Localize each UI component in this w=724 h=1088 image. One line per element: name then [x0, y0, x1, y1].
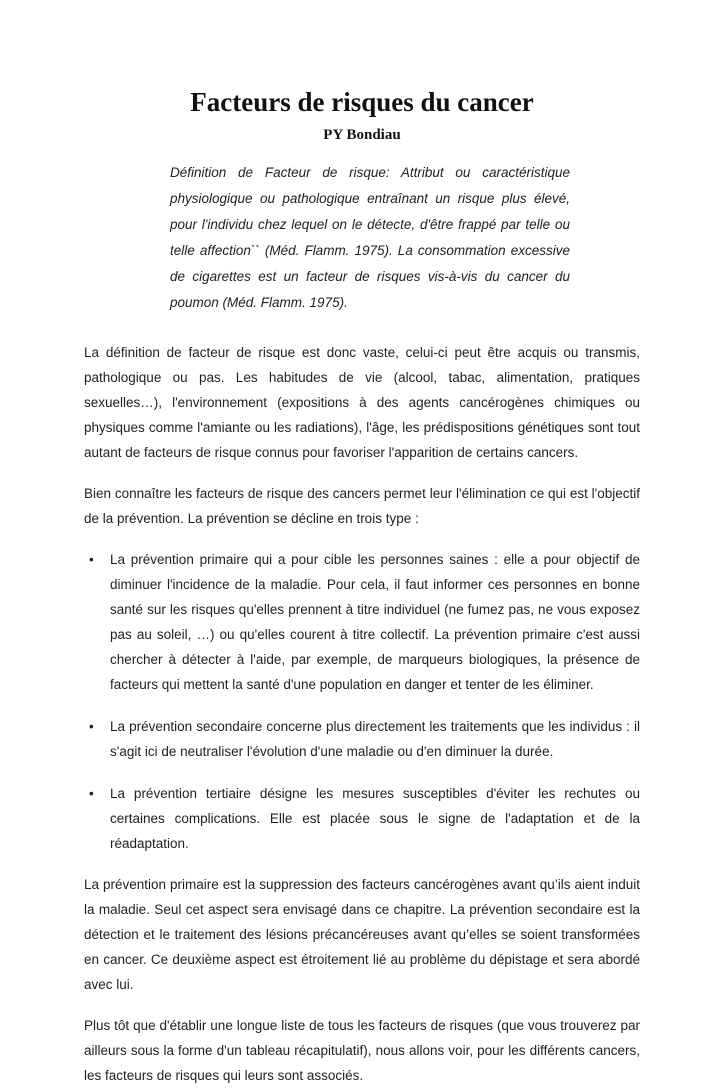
paragraph-conclusion: Plus tôt que d'établir une longue liste de tous les facteurs de risques (que vous trouverez par ailleurs sous la forme d'un tableau récapitulatif), nous allons voir, pour les différents cancers, les facteurs de risques qui leurs sont associés. [84, 1018, 640, 1083]
bullet-icon: • [89, 786, 94, 801]
paragraph-prevention-intro: Bien connaître les facteurs de risque des cancers permet leur l'élimination ce qui est l'objectif de la prévention. La prévention se décline en trois type : [84, 486, 640, 526]
prevention-bullet-list [84, 547, 640, 856]
paragraph-prevention-detail: La prévention primaire est la suppression des facteurs cancérogènes avant qu’ils aient induit la maladie. Seul cet aspect sera envisagé dans ce chapitre. La prévention secondaire est la détection et le traitement des lésions précancéreuses avant qu’elles se soient transformées en cancer. Ce deuxième aspect est étroitement lié au problème du dépistage et sera abordé avec lui. [84, 877, 640, 992]
list-item [84, 781, 640, 856]
list-item [84, 714, 640, 764]
document-author: PY Bondiau [323, 127, 401, 143]
list-item [84, 547, 640, 697]
document-title: Facteurs de risques du cancer [190, 87, 534, 117]
bullet-icon: • [89, 719, 94, 734]
bullet-text-prevention-secondaire: La prévention secondaire concerne plus directement les traitements que les individus : il s'agit ici de neutraliser l'évolution d'une maladie ou d'en diminuer la durée. [110, 719, 640, 759]
bullet-text-prevention-tertiaire: La prévention tertiaire désigne les mesures susceptibles d'éviter les rechutes ou certaines complications. Elle est placée sous le signe de l'adaptation et de la réadaptation. [110, 786, 640, 851]
bullet-text-prevention-primaire: La prévention primaire qui a pour cible les personnes saines : elle a pour objectif de diminuer l'incidence de la maladie. Pour cela, il faut informer ces personnes en bonne santé sur les risques qu'elles prennent à titre individuel (ne fumez pas, ne vous exposez pas au soleil, …) ou qu'elles courent à titre collectif. La prévention primaire c'est aussi chercher à détecter à l'aide, par exemple, de marqueurs biologiques, la présence de facteurs qui mettent la santé d'une population en danger et tenter de les éliminer. [110, 552, 640, 692]
paragraph-risk-definition: La définition de facteur de risque est donc vaste, celui-ci peut être acquis ou transmis, pathologique ou pas. Les habitudes de vie (alcool, tabac, alimentation, pratiques sexuelles…), l'environnement (expositions à des agents cancérogènes chimiques ou physiques comme l'amiante ou les radiations), l'âge, les prédispositions génétiques sont tout autant de facteurs de risque connus pour favoriser l'apparition de certains cancers. [84, 345, 640, 460]
bullet-icon: • [89, 552, 94, 567]
definition-paragraph: Définition de Facteur de risque: Attribut ou caractéristique physiologique ou pathologique entraînant un risque plus élevé, pour l'individu chez lequel on le détecte, d'être frappé par telle ou telle affection`` (Méd. Flamm. 1975). La consommation excessive de cigarettes est un facteur de risques vis-à-vis du cancer du poumon (Méd. Flamm. 1975). [170, 165, 570, 310]
